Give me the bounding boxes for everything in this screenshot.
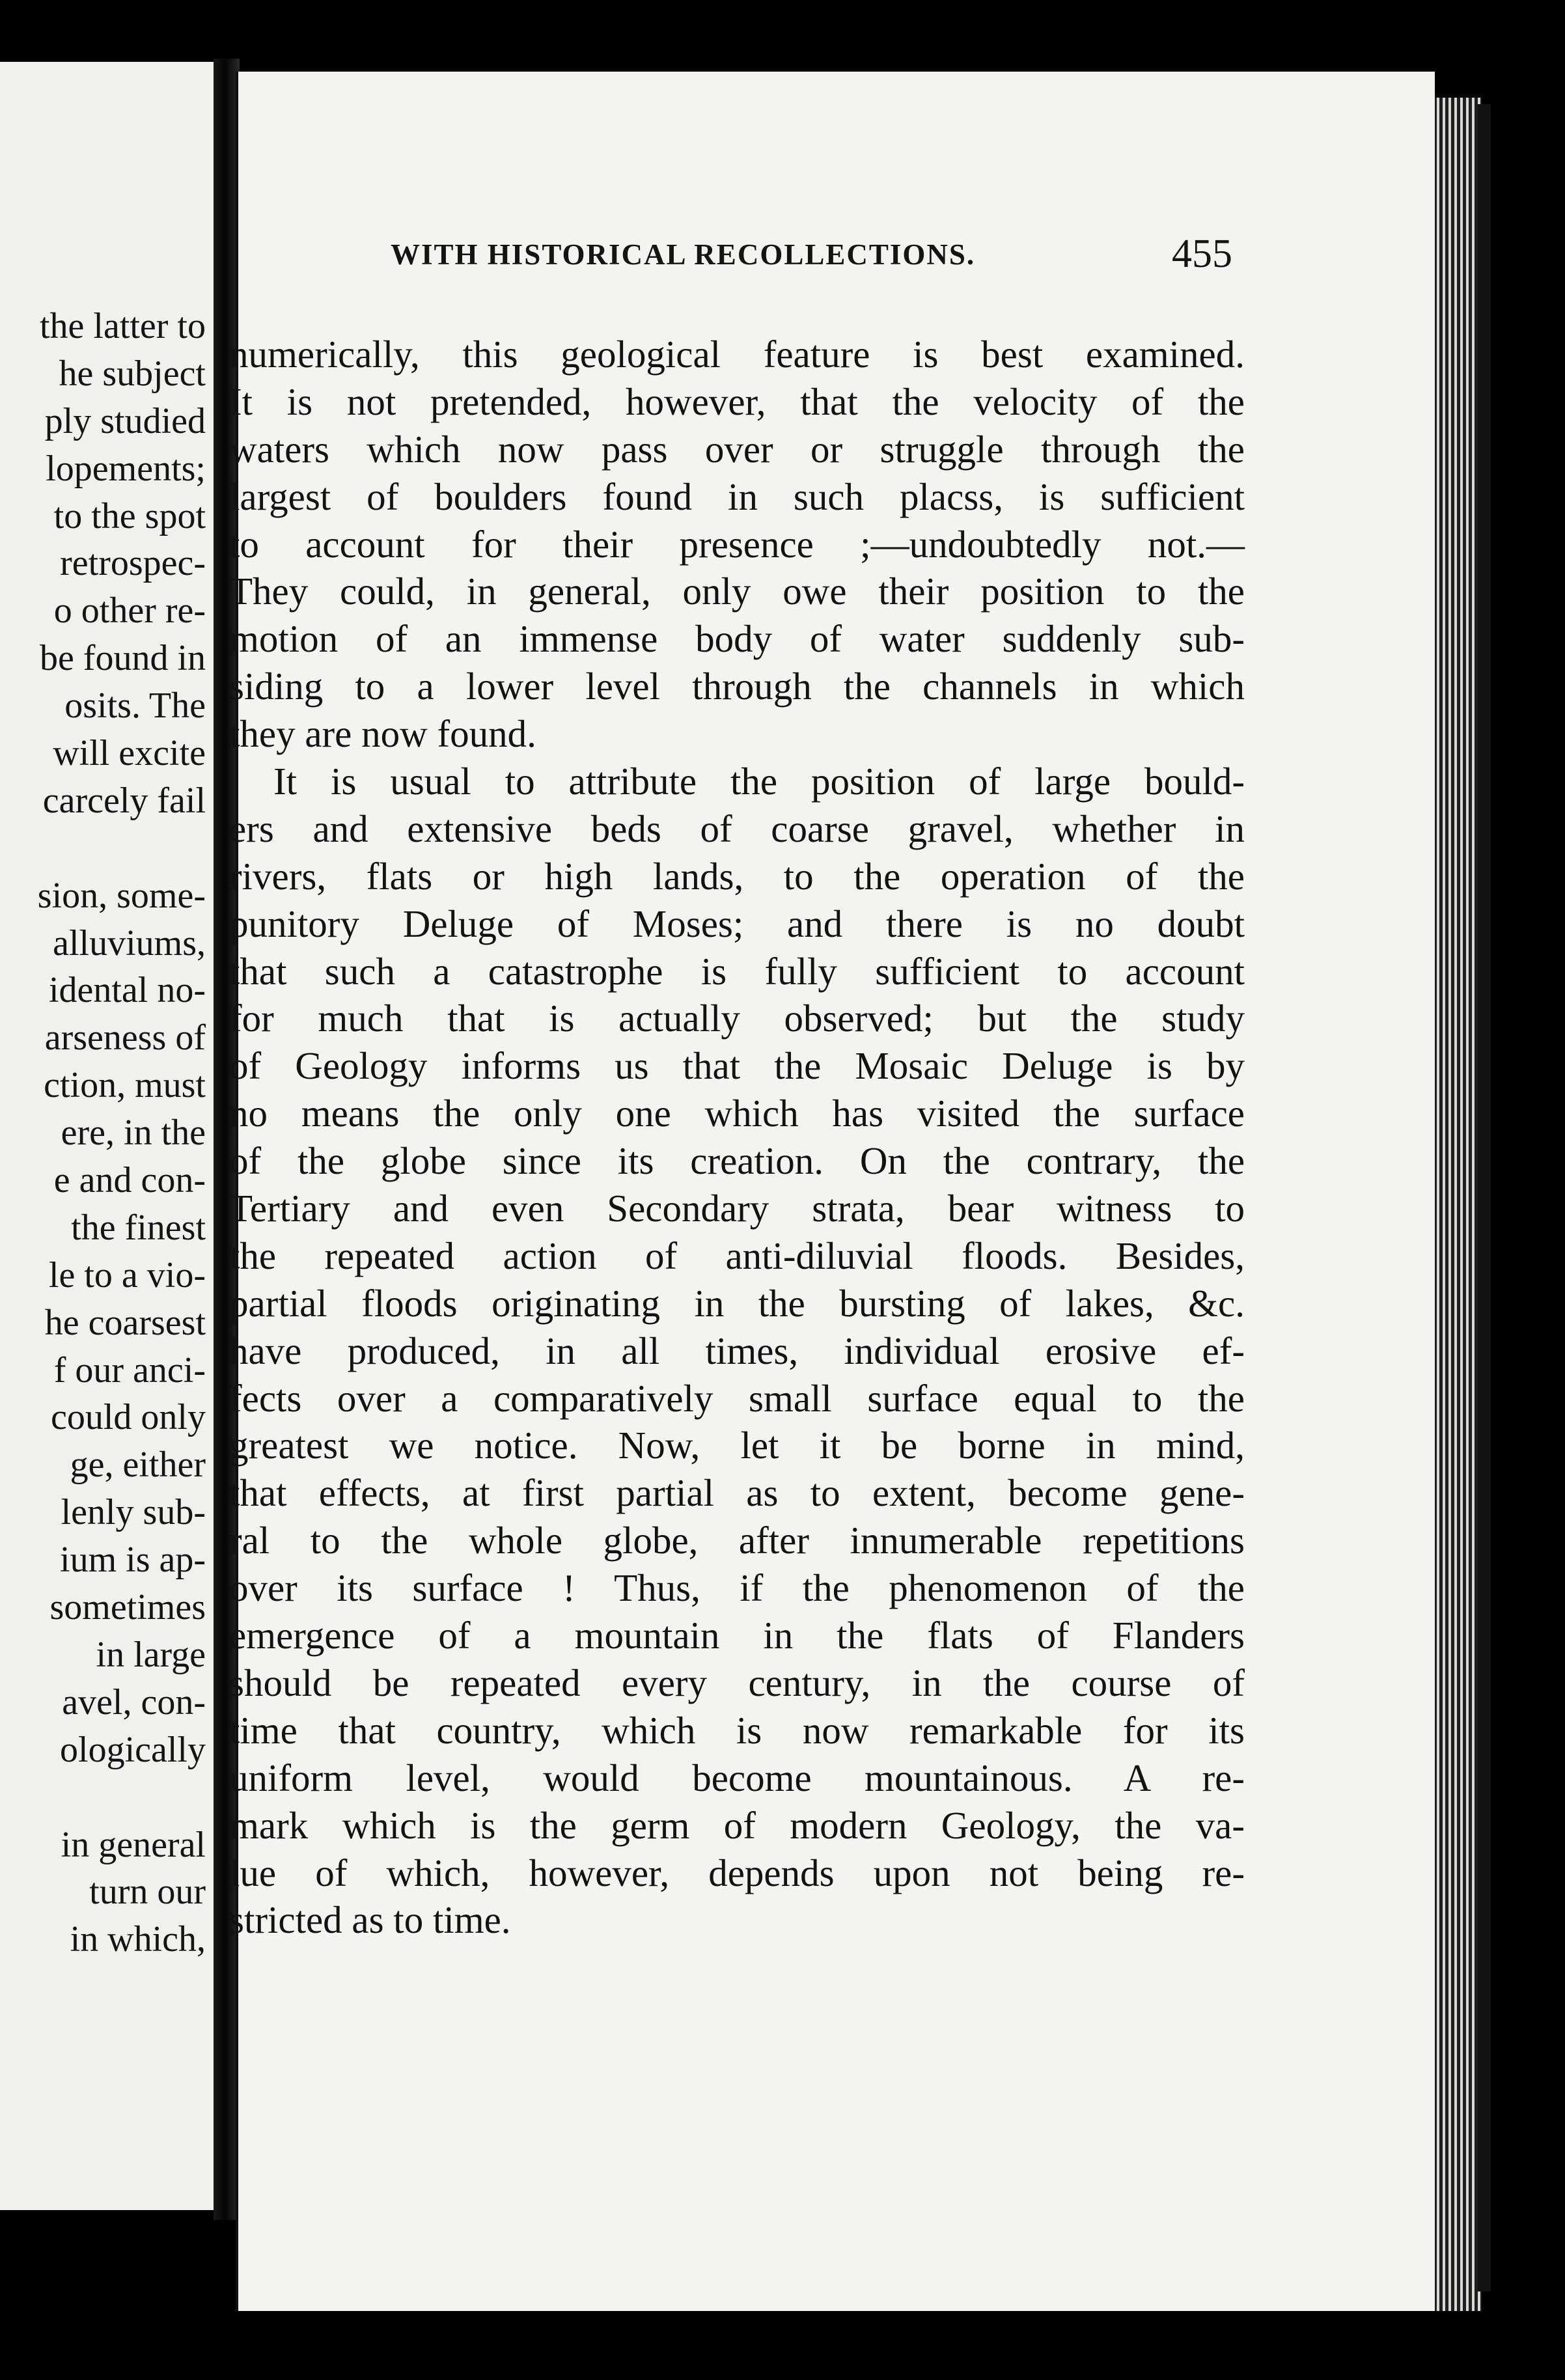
body-line: over its surface ! Thus, if the phenomenon of the [229,1566,1245,1610]
body-line: siding to a lower level through the channels in which [229,665,1245,708]
previous-page-line: will excite [53,733,206,774]
body-line: partial floods originating in the bursting of lakes, &c. [229,1281,1245,1325]
previous-page-line: o other re- [53,590,206,631]
body-line: It is usual to attribute the position of large bould- [273,760,1245,803]
previous-page-line: the finest [71,1207,206,1248]
previous-page-line: he subject [59,353,206,394]
previous-page-line: ium is ap- [60,1540,206,1581]
body-line: that such a catastrophe is fully sufficient to account [229,949,1245,993]
body-line: the repeated action of anti-diluvial floods. Besides, [229,1234,1245,1277]
body-line: have produced, in all times, individual erosive ef- [229,1329,1245,1372]
previous-page-line: osits. The [64,685,206,726]
previous-page-line: f our anci- [53,1349,206,1391]
body-line: mark which is the germ of modern Geology, the va- [229,1803,1245,1847]
previous-page-line: idental no- [48,970,206,1011]
body-line: that effects, at first partial as to extent, become gene- [229,1471,1245,1515]
body-line: They could, in general, only owe their position to the [229,570,1245,613]
previous-page-line: turn our [89,1872,206,1913]
previous-page-line: alluviums, [53,922,206,963]
previous-page-line: ge, either [70,1445,206,1486]
body-line: of the globe since its creation. On the contrary, the [229,1139,1245,1183]
previous-page-line: arseness of [44,1017,206,1059]
previous-page-line: retrospec- [60,543,206,584]
body-line: time that country, which is now remarkable for its [229,1708,1245,1752]
previous-page-line: carcely fail [42,780,206,821]
body-line: no means the only one which has visited the surface [229,1092,1245,1135]
body-line: they are now found. [229,712,536,756]
previous-page-line: sion, some- [37,875,206,916]
previous-page-line: sometimes [49,1587,206,1628]
previous-page-line: avel, con- [62,1681,206,1723]
previous-page-line: le to a vio- [48,1254,206,1295]
body-line: fects over a comparatively small surface equal to the [229,1376,1245,1420]
body-line: to account for their presence ;—undoubtedly not.— [229,522,1245,566]
cover-edge [1478,104,1491,2291]
previous-page-line: in general [61,1824,206,1865]
previous-page-text [0,303,206,1963]
previous-page-line: ply studied [44,400,206,441]
body-line: emergence of a mountain in the flats of Flanders [229,1614,1245,1657]
previous-page-line [0,825,206,872]
body-line: numerically, this geological feature is best examined. [229,333,1245,376]
body-line: ers and extensive beds of coarse gravel, whether in [229,807,1245,850]
previous-page-line: to the spot [53,495,206,536]
body-line: uniform level, would become mountainous. A re- [229,1756,1245,1799]
body-line: ral to the whole globe, after innumerable repetitions [229,1519,1245,1562]
previous-page-line: the latter to [39,306,206,346]
previous-page-line: ere, in the [61,1113,206,1154]
previous-page-line: ction, must [44,1065,206,1106]
body-line: rivers, flats or high lands, to the operation of the [229,854,1245,898]
body-line: for much that is actually observed; but the study [229,997,1245,1040]
previous-page-line: lopements; [46,448,206,489]
previous-page-line [0,1774,206,1821]
body-line: punitory Deluge of Moses; and there is no doubt [229,902,1245,945]
page-body [229,331,1245,1944]
previous-page-line: be found in [39,638,206,679]
previous-page-line: in large [96,1634,206,1675]
body-line: Tertiary and even Secondary strata, bear witness to [229,1187,1245,1230]
body-line: largest of boulders found in such placss, is sufficient [229,475,1245,518]
body-line: It is not pretended, however, that the velocity of the [229,380,1245,423]
previous-page-line: in which, [70,1919,206,1960]
previous-page-line: e and con- [53,1160,206,1201]
body-line: waters which now pass over or struggle through the [229,427,1245,471]
page-number: 455 [1172,232,1232,276]
body-line: motion of an immense body of water suddenly sub- [229,617,1245,661]
previous-page-line: could only [51,1397,206,1438]
body-line: greatest we notice. Now, let it be borne in mind, [229,1424,1245,1467]
body-line: stricted as to time. [229,1898,511,1942]
previous-page [0,62,215,2210]
body-line: lue of which, however, depends upon not being re- [229,1851,1245,1894]
previous-page-line: he coarsest [44,1302,206,1343]
previous-page-line: lenly sub- [61,1492,206,1533]
body-line: should be repeated every century, in the course of [229,1661,1245,1704]
running-head: WITH HISTORICAL RECOLLECTIONS. [391,238,976,271]
previous-page-line: ologically [60,1729,206,1770]
body-line: of Geology informs us that the Mosaic Deluge is by [229,1044,1245,1088]
